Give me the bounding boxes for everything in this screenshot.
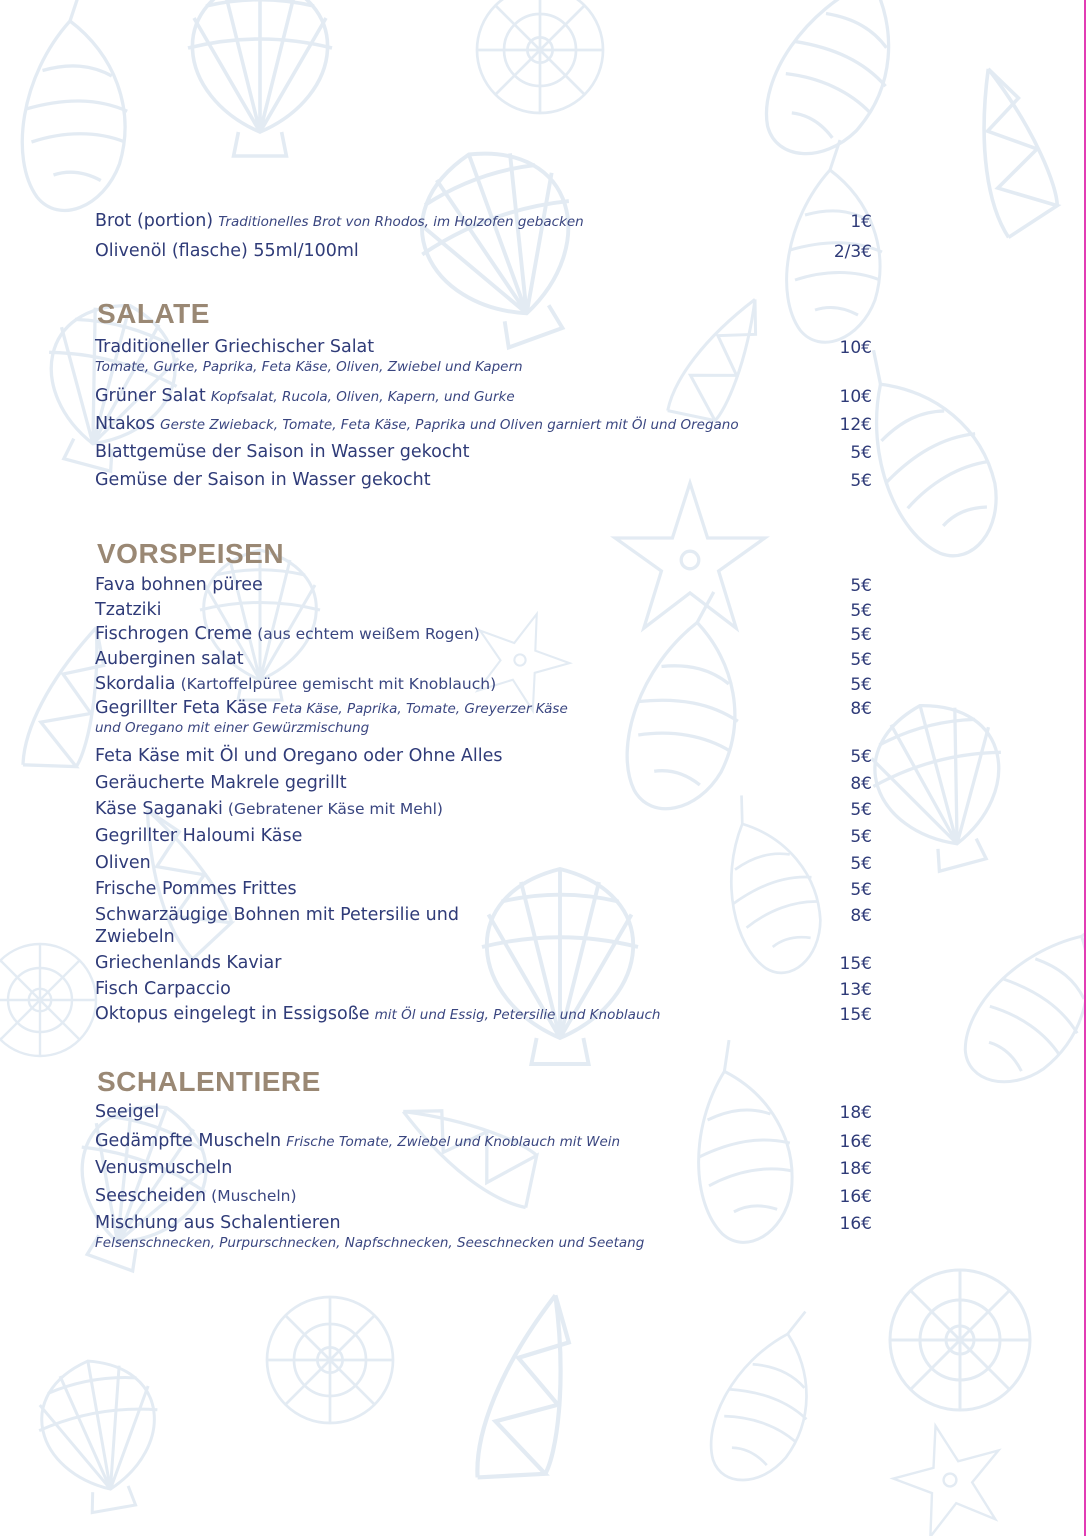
menu-item: [95, 798, 875, 820]
item-name: Auberginen salat: [95, 649, 244, 669]
item-name: Schwarzäugige Bohnen mit Petersilie und: [95, 905, 459, 925]
menu-item-brot: [95, 210, 875, 232]
item-price: 10€: [839, 338, 872, 358]
item-price: 10€: [839, 387, 872, 407]
item-name: Gemüse der Saison in Wasser gekocht: [95, 470, 431, 490]
item-name: Seescheiden: [95, 1186, 207, 1206]
menu-item: [95, 385, 875, 407]
item-note: (Kartoffelpüree gemischt mit Knoblauch): [180, 675, 497, 693]
item-name: Olivenöl (flasche) 55ml/100ml: [95, 241, 359, 261]
menu-item: [95, 1101, 875, 1123]
item-name: Feta Käse mit Öl und Oregano oder Ohne Alles: [95, 746, 503, 766]
menu-item: [95, 599, 875, 621]
item-price: 5€: [850, 443, 872, 463]
item-price: 8€: [850, 906, 872, 926]
item-description: Gerste Zwieback, Tomate, Feta Käse, Paprika und Oliven garniert mit Öl und Oregano: [160, 417, 739, 433]
item-price: 16€: [839, 1214, 872, 1234]
item-description: Frische Tomate, Zwiebel und Knoblauch mit Wein: [286, 1134, 621, 1150]
menu-item: [95, 745, 875, 767]
item-price: 5€: [850, 675, 872, 695]
item-description: Kopfsalat, Rucola, Oliven, Kapern, und Gurke: [210, 389, 515, 405]
item-name: Fava bohnen püree: [95, 575, 263, 595]
item-price: 12€: [839, 415, 872, 435]
item-price: 15€: [839, 954, 872, 974]
menu-item: [95, 1185, 875, 1207]
item-description: Traditionelles Brot von Rhodos, im Holzofen gebacken: [218, 214, 584, 230]
item-name: Brot (portion): [95, 211, 214, 231]
item-price: 5€: [850, 854, 872, 874]
item-price: 5€: [850, 800, 872, 820]
menu-item-olivenoel: [95, 240, 875, 262]
menu-item: [95, 878, 875, 900]
item-name: Ntakos: [95, 414, 156, 434]
item-note: (Muscheln): [211, 1187, 297, 1205]
item-price: 16€: [839, 1132, 872, 1152]
item-note: (aus echtem weißem Rogen): [257, 625, 480, 643]
menu-item: [95, 336, 875, 376]
menu-item: [95, 413, 875, 435]
item-price: 1€: [850, 212, 872, 232]
item-price: 5€: [850, 471, 872, 491]
menu-item: [95, 441, 875, 463]
item-price: 5€: [850, 601, 872, 621]
item-name: Geräucherte Makrele gegrillt: [95, 773, 347, 793]
item-name-continued: Zwiebeln: [95, 927, 175, 947]
item-price: 5€: [850, 880, 872, 900]
item-name: Fisch Carpaccio: [95, 979, 231, 999]
item-price: 18€: [839, 1159, 872, 1179]
item-name: Oliven: [95, 853, 151, 873]
section-title-schalentiere: SCHALENTIERE: [97, 1066, 321, 1097]
item-description-continued: und Oregano mit einer Gewürzmischung: [95, 720, 370, 736]
item-name: Gedämpfte Muscheln: [95, 1131, 282, 1151]
item-description: mit Öl und Essig, Petersilie und Knoblauch: [374, 1007, 661, 1023]
menu-item: [95, 469, 875, 491]
item-name: Gegrillter Haloumi Käse: [95, 826, 303, 846]
menu-item: [95, 1130, 875, 1152]
item-name: Gegrillter Feta Käse: [95, 698, 268, 718]
menu-item: [95, 648, 875, 670]
menu-item: [95, 623, 875, 645]
menu-item: [95, 852, 875, 874]
item-name: Skordalia: [95, 674, 176, 694]
item-name: Fischrogen Creme: [95, 624, 253, 644]
item-name: Blattgemüse der Saison in Wasser gekocht: [95, 442, 470, 462]
item-price: 2/3€: [833, 242, 872, 262]
menu-item: [95, 673, 875, 695]
menu-item: [95, 825, 875, 847]
menu-item: [95, 1003, 875, 1025]
item-price: 5€: [850, 650, 872, 670]
item-name: Seeigel: [95, 1102, 160, 1122]
item-description: Feta Käse, Paprika, Tomate, Greyerzer Käse: [272, 701, 568, 717]
item-note: (Gebratener Käse mit Mehl): [227, 800, 443, 818]
menu-item: [95, 697, 875, 737]
item-price: 5€: [850, 625, 872, 645]
section-title-salate: SALATE: [97, 298, 210, 329]
item-name: Tzatziki: [95, 600, 162, 620]
menu-item: [95, 574, 875, 596]
section-title-vorspeisen: VORSPEISEN: [97, 538, 285, 569]
item-name: Traditioneller Griechischer Salat: [95, 337, 375, 357]
menu-item: [95, 1157, 875, 1179]
menu-item: [95, 772, 875, 794]
menu-item: [95, 1212, 875, 1252]
item-name: Frische Pommes Frittes: [95, 879, 297, 899]
item-name: Käse Saganaki: [95, 799, 223, 819]
item-price: 8€: [850, 699, 872, 719]
item-name: Mischung aus Schalentieren: [95, 1213, 341, 1233]
item-description: Tomate, Gurke, Paprika, Feta Käse, Oliven, Zwiebel und Kapern: [95, 359, 523, 375]
item-name: Venusmuscheln: [95, 1158, 233, 1178]
menu-item: [95, 904, 875, 948]
item-price: 5€: [850, 576, 872, 596]
item-price: 16€: [839, 1187, 872, 1207]
item-name: Grüner Salat: [95, 386, 206, 406]
menu-item: [95, 978, 875, 1000]
item-price: 13€: [839, 980, 872, 1000]
item-price: 8€: [850, 774, 872, 794]
item-price: 18€: [839, 1103, 872, 1123]
menu-item: [95, 952, 875, 974]
item-description: Felsenschnecken, Purpurschnecken, Napfschnecken, Seeschnecken und Seetang: [95, 1235, 645, 1251]
item-price: 5€: [850, 747, 872, 767]
item-price: 15€: [839, 1005, 872, 1025]
item-name: Oktopus eingelegt in Essigsoße: [95, 1004, 370, 1024]
item-name: Griechenlands Kaviar: [95, 953, 282, 973]
item-price: 5€: [850, 827, 872, 847]
